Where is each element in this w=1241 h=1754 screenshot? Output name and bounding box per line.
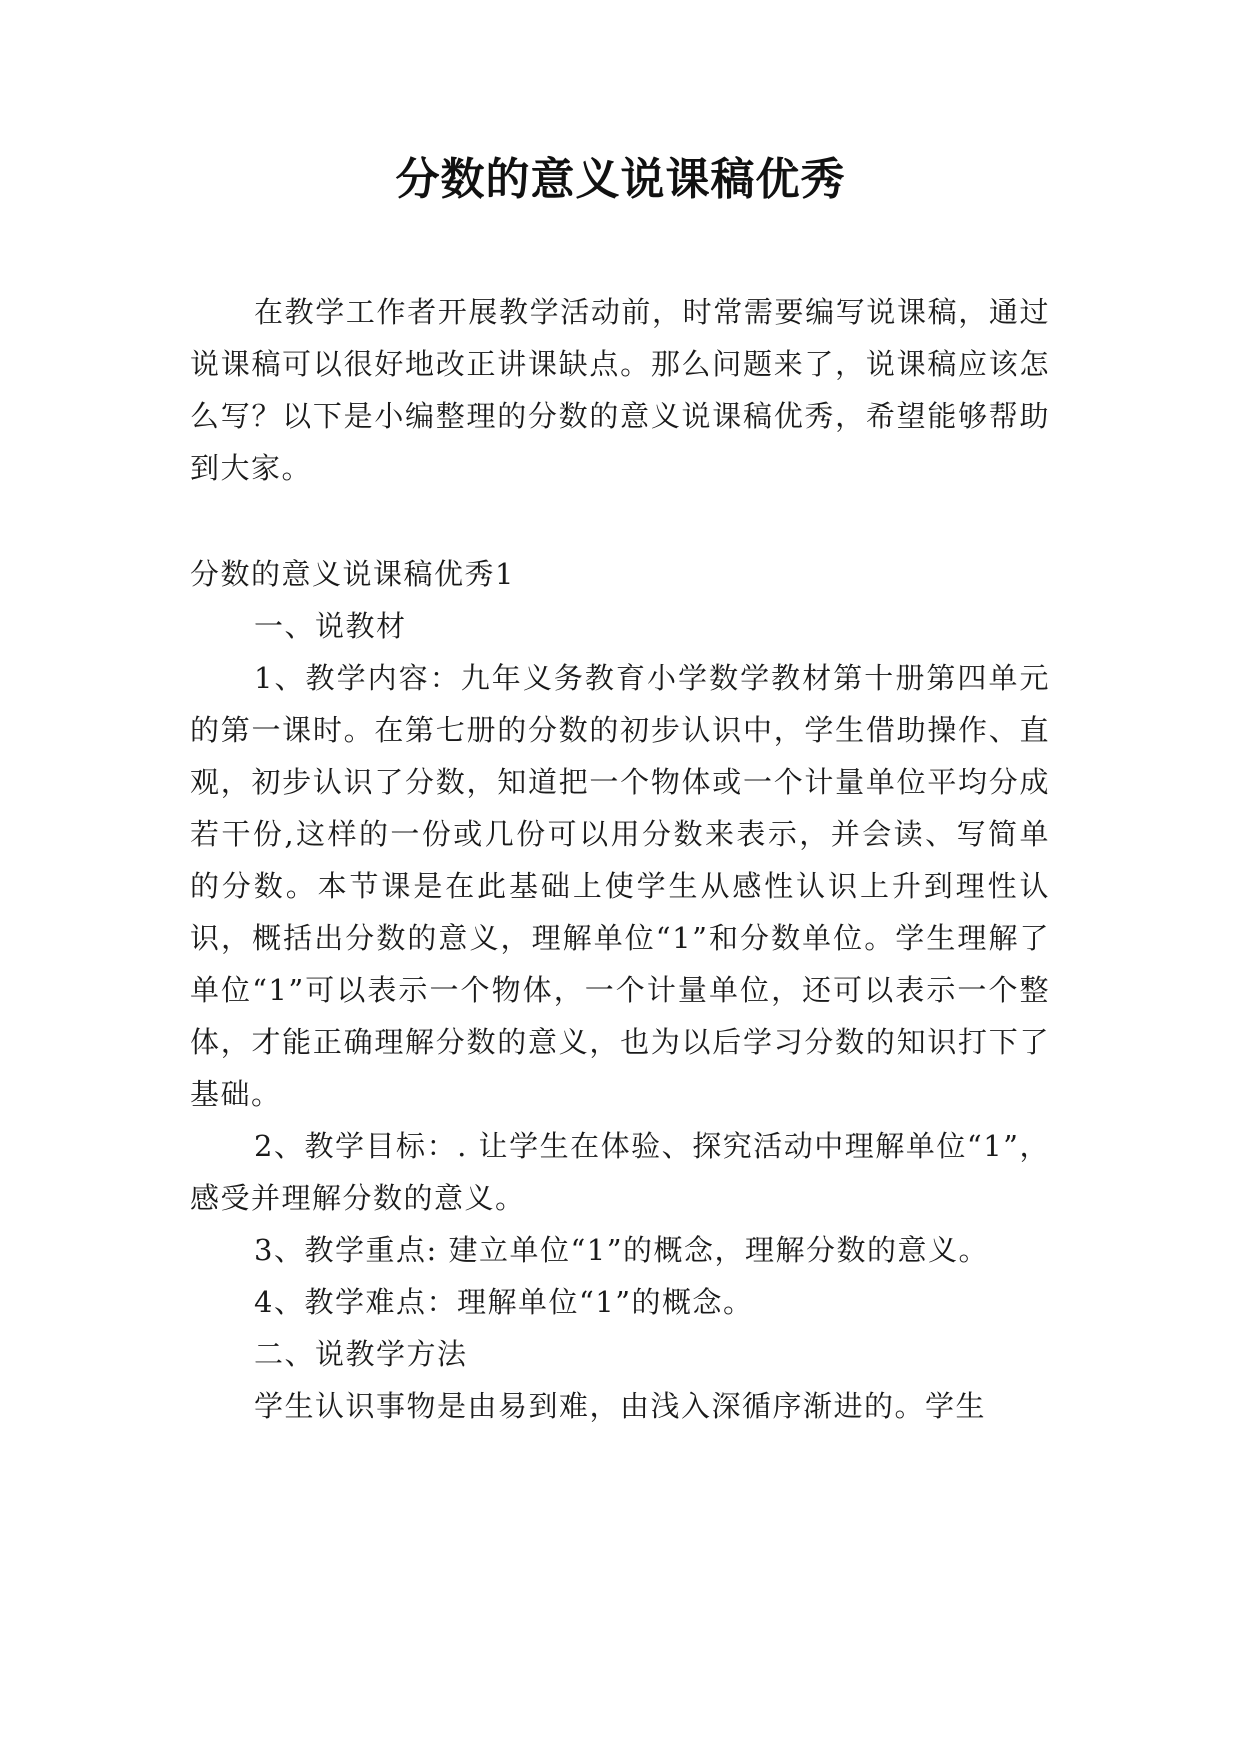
item-teaching-content: 1、教学内容：九年义务教育小学数学教材第十册第四单元的第一课时。在第七册的分数的初步认识中，学生借助操作、直观，初步认识了分数，知道把一个物体或一个计量单位平均分成若干份,这样的一份或几份可以用分数来表示，并会读、写简单的分数。本节课是在此基础上使学生从感性认识上升到理性认识，概括出分数的意义，理解单位“1”和分数单位。学生理解了单位“1”可以表示一个物体，一个计量单位，还可以表示一个整体，才能正确理解分数的意义，也为以后学习分数的知识打下了基础。 <box>190 661 1050 1111</box>
subheading-teaching-material: 一、说教材 <box>254 609 407 643</box>
method-paragraph: 学生认识事物是由易到难，由浅入深循序渐进的。学生 <box>254 1389 987 1423</box>
item-teaching-goal: 2、教学目标：. 让学生在体验、探究活动中理解单位“1”，感受并理解分数的意义。 <box>190 1129 1050 1215</box>
document-title: 分数的意义说课稿优秀 <box>395 154 846 205</box>
item-teaching-difficulty: 4、教学难点：理解单位“1”的概念。 <box>254 1285 754 1319</box>
document-body <box>190 286 1050 1432</box>
intro-paragraph: 在教学工作者开展教学活动前，时常需要编写说课稿，通过说课稿可以很好地改正讲课缺点。那么问题来了，说课稿应该怎么写？以下是小编整理的分数的意义说课稿优秀，希望能够帮助到大家。 <box>190 295 1050 485</box>
item-teaching-focus: 3、教学重点: 建立单位“1”的概念，理解分数的意义。 <box>254 1233 990 1267</box>
section-heading: 分数的意义说课稿优秀1 <box>190 557 515 591</box>
subheading-teaching-method: 二、说教学方法 <box>254 1337 468 1371</box>
